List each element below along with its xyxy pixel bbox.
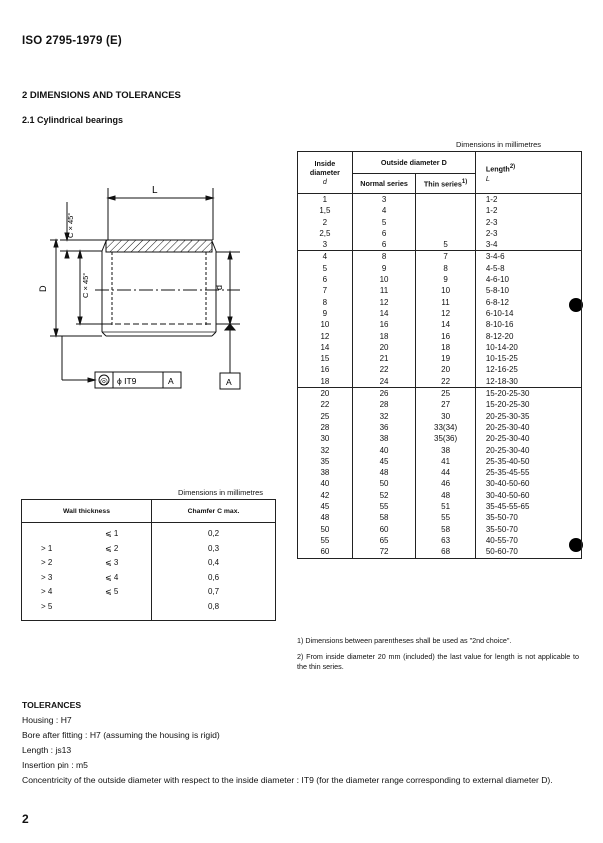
table-cell [475,388,581,558]
cell-value: 21 [379,354,389,364]
cell-value: 24 [379,376,389,386]
cell-value: 3-4 [485,240,498,250]
cell-value: 11 [379,286,389,296]
cell-value: 48 [320,513,330,523]
cell-value: 18 [379,331,389,341]
tolerance-bore: Bore after fitting : H7 (assuming the housing is rigid) [22,730,220,740]
datum-label: A [226,377,232,387]
table-cell [298,194,353,251]
cell-value: 63 [441,535,451,545]
cell-value: 45 [379,456,389,466]
table-cell [298,251,353,388]
cell-value: 2-3 [485,228,498,238]
concentricity-icon: ◎ [100,377,108,387]
cell-value: 16 [379,320,389,330]
cell-value: 1-2 [485,195,498,204]
cell-value: 4 [381,206,387,216]
cell-value [416,205,475,216]
chamfer-value: 0,2 [207,529,220,538]
table-cell [352,388,415,558]
cell-value: 25-35-40-50 [485,456,530,466]
bearing-drawing [40,180,290,395]
header-chamfer: Chamfer C max. [152,500,276,523]
cell-value: 20-25-30-40 [485,434,530,444]
wall-thickness-value: > 1 ⩽ 2 [41,543,119,553]
cell-value: 58 [441,524,451,534]
chamfer-value: 0,7 [207,587,220,596]
cell-value: 10-15-25 [485,354,518,364]
page-number: 2 [22,812,29,826]
footnote-2: 2) From inside diameter 20 mm (included) the last value for length is not applicable to the thin series. [297,652,579,671]
cell-value: 20-25-30-35 [485,411,530,421]
cell-value: 12-18-30 [485,376,518,386]
wall-thickness-value: > 4 ⩽ 5 [41,587,119,596]
cell-value: 55 [441,513,451,523]
cell-value: 50 [379,479,389,489]
tolerance-housing: Housing : H7 [22,715,72,725]
cell-value: 5 [443,240,448,250]
table-cell [352,251,415,388]
cell-value: 50 [320,524,330,534]
cell-value: 4-6-10 [485,275,509,285]
cell-value: 35-50-70 [485,513,518,523]
cell-value: 5-8-10 [485,286,509,296]
cell-value: 35 [320,456,330,466]
cell-value: 6 [322,275,328,285]
cell-value: 4-5-8 [485,263,505,273]
cell-value: 30-40-50-60 [485,479,530,489]
cell-value: 35(36) [434,434,458,444]
cell-value: 5 [381,217,387,227]
cell-value: 26 [379,389,389,399]
cell-value: 2 [322,217,328,227]
cell-value: 22 [379,365,389,375]
cell-value: 38 [441,445,451,455]
cell-value: 10-14-20 [485,342,518,352]
cell-value: 6-8-12 [485,297,509,307]
cell-value: 12 [379,297,389,307]
cell-value: 20-25-30-40 [485,445,530,455]
wall-thickness-value: > 3 ⩽ 4 [41,572,119,582]
cell-value: 55 [320,535,330,545]
cell-value: 8 [443,263,448,273]
table-cell [298,388,353,558]
chamfer-label-mid: C × 45° [81,272,90,298]
cell-value: 35-45-55-65 [485,502,530,512]
chamfer-value: 0,8 [207,601,220,611]
cell-value: 4 [322,252,328,262]
cell-value: 1 [322,195,328,204]
cell-value: 60 [320,547,330,557]
cell-value: 25-35-45-55 [485,468,530,478]
cell-value: 28 [320,422,330,432]
cell-value: 16 [441,331,451,341]
table-cell [416,194,476,251]
table-row-group [298,251,582,388]
cell-value: 32 [379,411,389,421]
header-wall-thickness: Wall thickness [22,500,152,523]
cell-value: 60 [379,524,389,534]
cell-value: 2,5 [319,228,331,238]
cell-value: 7 [322,286,328,296]
cell-value: 10 [320,320,330,330]
cell-value: 20 [320,389,330,399]
cell-value [416,228,475,239]
cell-value: 25 [441,389,451,399]
subsection-title: 2.1 Cylindrical bearings [22,115,124,125]
table-cell [416,251,476,388]
cell-value: 48 [441,490,451,500]
cell-value: 38 [320,468,330,478]
cell-value: 55 [379,502,389,512]
cell-value: 30 [441,411,451,421]
cell-value: 41 [441,456,451,466]
cell-value: 50-60-70 [485,547,518,557]
length-label: L [152,185,158,196]
cell-value: 11 [441,297,450,307]
cell-value: 3 [381,195,387,204]
cell-value: 38 [379,434,389,444]
outer-diameter-label: D [38,285,48,292]
cell-value: 3 [322,240,328,250]
table-cell [475,194,581,251]
header-outside-diameter: Outside diameter D [352,152,475,174]
cell-value: 40 [379,445,389,455]
wall-thickness-value: > 5 [41,601,53,611]
cell-value: 45 [320,502,330,512]
cell-value: 48 [379,468,389,478]
cell-value: 20 [379,342,389,352]
cell-value: 40-55-70 [485,535,518,545]
cell-value: 8 [381,252,387,262]
cell-value: 18 [441,342,451,352]
table-cell [475,251,581,388]
cell-value: 9 [322,308,328,318]
tolerance-pin: Insertion pin : m5 [22,760,88,770]
cell-value: 19 [441,354,451,364]
cell-value: 5 [322,263,328,273]
cell-value: 2-3 [485,217,498,227]
cell-value: 8-10-16 [485,320,514,330]
tolerance-value: ϕ IT9 [117,376,137,386]
cell-value: 35-50-70 [485,524,518,534]
cell-value: 44 [441,468,451,478]
cell-value: 22 [441,376,451,386]
cell-value: 7 [443,252,448,262]
datum-reference: A [168,376,174,386]
cell-value: 42 [320,490,330,500]
cell-value: 1-2 [485,206,498,216]
cell-value: 20 [441,365,451,375]
footnote-1: 1) Dimensions between parentheses shall be used as "2nd choice". [297,636,512,645]
wall-thickness-value: ⩽ 1 [105,529,119,538]
chamfer-table [21,499,276,621]
inner-diameter-label: d [214,284,224,290]
table-cell [416,388,476,558]
tolerances-title: TOLERANCES [22,700,82,710]
cell-value: 10 [379,275,389,285]
cell-value: 12 [441,308,451,318]
cell-value: 14 [441,320,451,330]
cell-value: 68 [441,547,451,557]
cell-value: 15 [320,354,330,364]
cell-value: 27 [441,400,451,410]
chamfer-value: 0,6 [207,572,220,582]
table-cell [352,194,415,251]
header-inside-diameter: Inside diameter d [298,152,353,194]
dims-note-wall: Dimensions in millimetres [178,488,264,497]
cell-value: 22 [320,400,330,410]
cell-value: 15-20-25-30 [485,389,530,399]
cell-value: 72 [379,547,389,557]
tolerance-length: Length : js13 [22,745,72,755]
cell-value: 33(34) [434,422,458,432]
cell-value: 14 [379,308,389,318]
header-length: Length$^{2)}$ L [475,152,581,194]
cell-value: 16 [320,365,330,375]
cell-value: 58 [379,513,389,523]
dimensions-table [297,151,582,559]
cell-value: 9 [443,275,448,285]
cell-value: 1,5 [319,206,331,216]
cell-value: 65 [379,535,389,545]
document-id: ISO 2795-1979 (E) [22,35,122,47]
cell-value: 6 [381,240,387,250]
cell-value: 30-40-50-60 [485,490,530,500]
cell-value: 18 [320,376,330,386]
table-row-group [298,388,582,558]
cell-value [416,194,475,205]
chamfer-value: 0,3 [207,543,220,553]
cell-value: 15-20-25-30 [485,400,530,410]
cell-value: 6-10-14 [485,308,514,318]
cell-value: 40 [320,479,330,489]
cell-value: 3-4-6 [485,252,505,262]
cell-value: 51 [441,502,451,512]
cell-value: 25 [320,411,330,421]
cell-value [416,217,475,228]
cell-value: 8 [322,297,328,307]
section-title: 2 DIMENSIONS AND TOLERANCES [22,90,181,101]
cell-value: 20-25-30-40 [485,422,530,432]
chamfer-value: 0,4 [207,558,220,567]
cell-value: 46 [441,479,451,489]
cell-value: 12 [320,331,330,341]
table-row-group [298,194,582,251]
header-normal-series: Normal series [352,174,415,194]
cell-value: 9 [381,263,387,273]
cell-value: 6 [381,228,387,238]
dims-note-main: Dimensions in millimetres [456,140,542,149]
wall-thickness-value: > 2 ⩽ 3 [41,558,119,567]
tolerance-concentricity: Concentricity of the outside diameter with respect to the inside diameter : IT9 (for the diameter range corresponding to external diameter D). [22,775,553,785]
chamfer-label-top: C × 45° [66,212,75,238]
cell-value: 36 [379,422,389,432]
cell-value: 12-16-25 [485,365,518,375]
cell-value: 10 [441,286,451,296]
cell-value: 8-12-20 [485,331,514,341]
cell-value: 28 [379,400,389,410]
cell-value: 30 [320,434,330,444]
cell-value: 14 [320,342,330,352]
header-thin-series: Thin series$^{1)}$ [416,174,476,194]
cell-value: 32 [320,445,330,455]
cell-value: 52 [379,490,389,500]
